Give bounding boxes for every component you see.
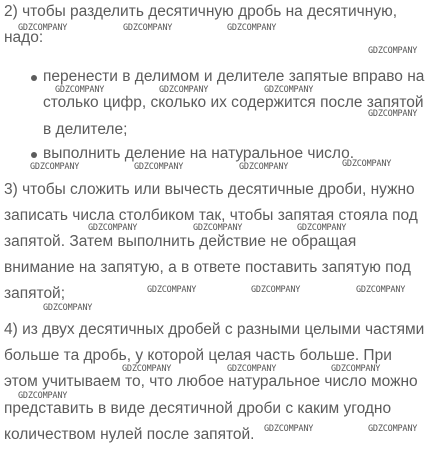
- watermark: GDZCOMPANY: [342, 159, 392, 169]
- text-line-2: надо:: [4, 29, 44, 46]
- bullet-2-line-1: выполнить деление на натуральное число.: [43, 145, 355, 162]
- text-line-4-3: этом учитываем то, что любое натуральное число можно: [4, 373, 418, 390]
- watermark: GDZCOMPANY: [297, 223, 347, 233]
- text-line-4-2: больше та дробь, у которой целая часть больше. При: [4, 347, 392, 364]
- bullet-icon: [31, 75, 37, 81]
- bullet-1-line-3: в делителе;: [43, 121, 128, 138]
- text-line-3-1: 3) чтобы сложить или вычесть десятичные дроби, нужно: [4, 181, 415, 198]
- watermark: GDZCOMPANY: [193, 223, 243, 233]
- watermark: GDZCOMPANY: [239, 162, 289, 172]
- watermark: GDZCOMPANY: [264, 85, 314, 95]
- text-line-4-1: 4) из двух десятичных дробей с разными целыми частями: [4, 321, 425, 338]
- watermark: GDZCOMPANY: [227, 364, 277, 374]
- bullet-1-line-2: столько цифр, сколько их содержится после запятой: [43, 94, 424, 111]
- watermark: GDZCOMPANY: [331, 364, 381, 374]
- text-line-3-4: внимание на запятую, а в ответе поставить запятую под: [4, 259, 411, 276]
- watermark: GDZCOMPANY: [123, 23, 173, 33]
- text-line-3-5: запятой;: [4, 285, 66, 302]
- watermark: GDZCOMPANY: [18, 23, 68, 33]
- watermark: GDZCOMPANY: [55, 85, 105, 95]
- watermark: GDZCOMPANY: [159, 85, 209, 95]
- watermark: GDZCOMPANY: [251, 285, 301, 295]
- watermark: GDZCOMPANY: [43, 303, 93, 313]
- watermark: GDZCOMPANY: [264, 424, 314, 434]
- text-line-3-2: записать числа столбиком так, чтобы запятая стояла под: [4, 207, 418, 224]
- watermark: GDZCOMPANY: [88, 223, 138, 233]
- watermark: GDZCOMPANY: [356, 285, 406, 295]
- watermark: GDZCOMPANY: [227, 23, 277, 33]
- text-line-1: 2) чтобы разделить десятичную дробь на десятичную,: [4, 3, 397, 20]
- text-line-4-4: представить в виде десятичной дроби с каким угодно: [4, 400, 392, 417]
- watermark: GDZCOMPANY: [147, 285, 197, 295]
- watermark: GDZCOMPANY: [134, 162, 184, 172]
- watermark: GDZCOMPANY: [368, 424, 418, 434]
- watermark: GDZCOMPANY: [122, 364, 172, 374]
- watermark: GDZCOMPANY: [30, 162, 80, 172]
- text-line-3-3: запятой. Затем выполнить действие не обращая: [4, 233, 357, 250]
- watermark: GDZCOMPANY: [18, 391, 68, 401]
- watermark: GDZCOMPANY: [368, 109, 418, 119]
- bullet-icon: [31, 152, 37, 158]
- watermark: GDZCOMPANY: [368, 46, 418, 56]
- text-line-4-5: количеством нулей после запятой.: [4, 426, 255, 443]
- bullet-1-line-1: перенести в делимом и делителе запятые вправо на: [43, 68, 425, 85]
